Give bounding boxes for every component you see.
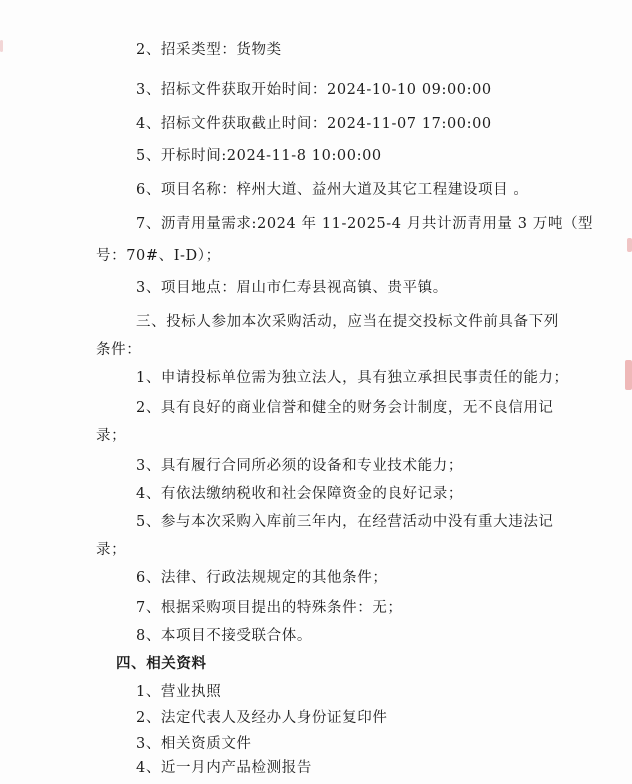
material-item-1: 1、营业执照: [136, 684, 222, 700]
requirement-item-5: 5、参与本次采购入库前三年内，在经营活动中没有重大违法记: [136, 514, 554, 530]
requirement-item-2-cont: 录；: [96, 428, 127, 444]
requirement-item-7: 7、根据采购项目提出的特殊条件：无；: [136, 600, 403, 616]
text-line-project-location: 3、项目地点：眉山市仁寿县视高镇、贵平镇。: [136, 280, 448, 296]
section-heading-requirements: 三、投标人参加本次采购活动，应当在提交投标文件前具备下列: [136, 314, 559, 330]
stamp-edge-mark: [627, 238, 632, 252]
stamp-edge-mark: [0, 40, 3, 52]
requirement-item-6: 6、法律、行政法规规定的其他条件；: [136, 570, 388, 586]
text-line-doc-start-time: 3、招标文件获取开始时间：2024-10-10 09:00:00: [136, 82, 492, 98]
requirement-item-3: 3、具有履行合同所必须的设备和专业技术能力；: [136, 458, 463, 474]
text-line-doc-end-time: 4、招标文件获取截止时间：2024-11-07 17:00:00: [136, 116, 492, 132]
text-line-procurement-type: 2、招采类型：货物类: [136, 42, 282, 58]
requirement-item-4: 4、有依法缴纳税收和社会保障资金的良好记录；: [136, 486, 463, 502]
material-item-2: 2、法定代表人及经办人身份证复印件: [136, 710, 388, 726]
requirement-item-5-cont: 录；: [96, 542, 127, 558]
text-line-conditions: 条件：: [96, 342, 142, 358]
requirement-item-1: 1、申请投标单位需为独立法人，具有独立承担民事责任的能力；: [136, 370, 569, 386]
material-item-4: 4、近一月内产品检测报告: [136, 760, 312, 776]
stamp-edge-mark: [625, 360, 632, 390]
material-item-3: 3、相关资质文件: [136, 736, 252, 752]
text-line-project-name: 6、项目名称：梓州大道、益州大道及其它工程建设项目 。: [136, 182, 529, 198]
requirement-item-2: 2、具有良好的商业信誉和健全的财务会计制度，无不良信用记: [136, 400, 554, 416]
requirement-item-8: 8、本项目不接受联合体。: [136, 628, 312, 644]
text-line-bid-opening-time: 5、开标时间:2024-11-8 10:00:00: [136, 148, 382, 164]
text-line-asphalt-demand: 7、沥青用量需求:2024 年 11-2025-4 月共计沥青用量 3 万吨（型: [136, 216, 594, 232]
section-heading-materials: 四、相关资料: [116, 655, 207, 672]
text-line-asphalt-model: 号：70#、I-D）；: [96, 248, 221, 264]
